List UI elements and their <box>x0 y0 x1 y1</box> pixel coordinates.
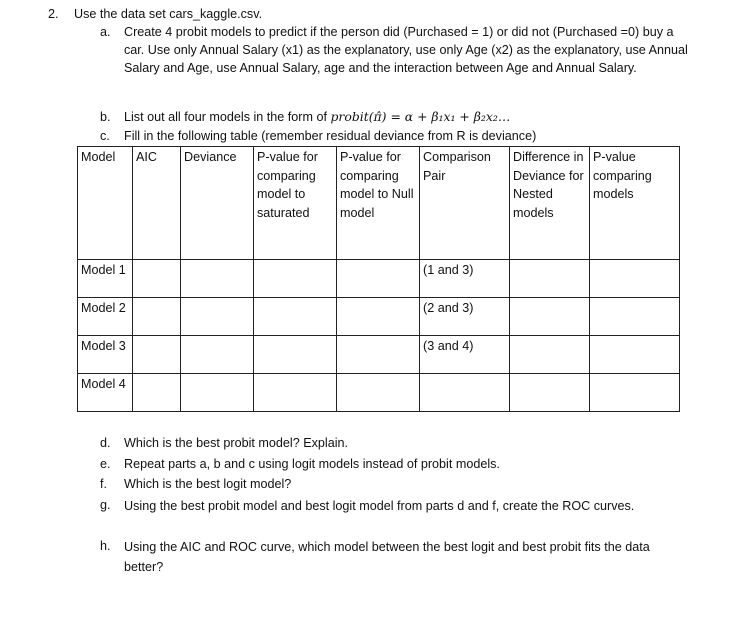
header-pvalue-comparing: P-value comparing models <box>590 147 680 260</box>
cell-pvalue-comparing <box>590 336 680 374</box>
cell-deviance <box>181 374 254 412</box>
cell-difference-deviance <box>510 298 590 336</box>
cell-deviance <box>181 298 254 336</box>
cell-model: Model 4 <box>78 374 133 412</box>
part-c <box>100 127 690 145</box>
header-pvalue-null: P-value for comparing model to Null model <box>337 147 420 260</box>
part-h-letter: h. <box>100 539 111 553</box>
part-d-letter: d. <box>100 436 111 450</box>
header-model: Model <box>78 147 133 260</box>
part-a-letter: a. <box>100 25 111 39</box>
part-c-letter: c. <box>100 129 110 143</box>
cell-aic <box>133 260 181 298</box>
table-header-row <box>78 147 680 260</box>
cell-pvalue-saturated <box>254 298 337 336</box>
table-row <box>78 336 680 374</box>
part-a <box>100 23 690 77</box>
model-comparison-table <box>77 146 680 412</box>
cell-pvalue-null <box>337 260 420 298</box>
question-heading <box>48 5 262 23</box>
table-row <box>78 374 680 412</box>
cell-pvalue-saturated <box>254 336 337 374</box>
part-h-text: Using the AIC and ROC curve, which model between the best logit and best probit fits the data better? <box>124 540 650 574</box>
cell-aic <box>133 298 181 336</box>
cell-comparison-pair: (1 and 3) <box>420 260 510 298</box>
cell-deviance <box>181 336 254 374</box>
part-c-text: Fill in the following table (remember residual deviance from R is deviance) <box>124 129 537 143</box>
header-aic: AIC <box>133 147 181 260</box>
cell-aic <box>133 336 181 374</box>
cell-model: Model 1 <box>78 260 133 298</box>
part-b-formula: probit(π̂) = α + β₁x₁ + β₂x₂… <box>330 109 511 124</box>
part-d-text: Which is the best probit model? Explain. <box>124 436 349 450</box>
cell-difference-deviance <box>510 336 590 374</box>
part-f <box>100 475 690 493</box>
cell-deviance <box>181 260 254 298</box>
table-row <box>78 298 680 336</box>
part-b-letter: b. <box>100 110 111 124</box>
part-g-text: Using the best probit model and best logit model from parts d and f, create the ROC curves. <box>124 499 635 513</box>
part-h <box>100 537 675 577</box>
header-deviance: Deviance <box>181 147 254 260</box>
header-comparison-pair: Comparison Pair <box>420 147 510 260</box>
cell-model: Model 3 <box>78 336 133 374</box>
cell-pvalue-saturated <box>254 260 337 298</box>
cell-model: Model 2 <box>78 298 133 336</box>
question-title: Use the data set cars_kaggle.csv. <box>74 7 263 21</box>
part-e <box>100 455 690 473</box>
table-row <box>78 260 680 298</box>
cell-pvalue-null <box>337 298 420 336</box>
cell-pvalue-comparing <box>590 374 680 412</box>
part-g-letter: g. <box>100 498 111 512</box>
cell-pvalue-saturated <box>254 374 337 412</box>
part-f-letter: f. <box>100 477 107 491</box>
cell-comparison-pair: (2 and 3) <box>420 298 510 336</box>
cell-difference-deviance <box>510 260 590 298</box>
cell-pvalue-null <box>337 374 420 412</box>
header-difference-deviance: Difference in Deviance for Nested models <box>510 147 590 260</box>
part-a-text: Create 4 probit models to predict if the person did (Purchased = 1) or did not (Purchased =0) buy a car. Use only Annual Salary (x1) as the explanatory, use only Age (x2) as the explanatory, use Annual Salary and Age, use Annual Salary, age and the interaction between Age and Annual Salary. <box>124 25 688 75</box>
cell-pvalue-comparing <box>590 260 680 298</box>
part-b <box>100 108 690 126</box>
part-f-text: Which is the best logit model? <box>124 477 292 491</box>
question-number: 2. <box>48 7 59 21</box>
part-d <box>100 434 690 452</box>
cell-comparison-pair <box>420 374 510 412</box>
part-e-text: Repeat parts a, b and c using logit models instead of probit models. <box>124 457 500 471</box>
part-g <box>100 496 660 516</box>
part-e-letter: e. <box>100 457 111 471</box>
part-b-text: List out all four models in the form of <box>124 110 331 124</box>
header-pvalue-saturated: P-value for comparing model to saturated <box>254 147 337 260</box>
cell-difference-deviance <box>510 374 590 412</box>
cell-comparison-pair: (3 and 4) <box>420 336 510 374</box>
cell-pvalue-null <box>337 336 420 374</box>
cell-pvalue-comparing <box>590 298 680 336</box>
cell-aic <box>133 374 181 412</box>
